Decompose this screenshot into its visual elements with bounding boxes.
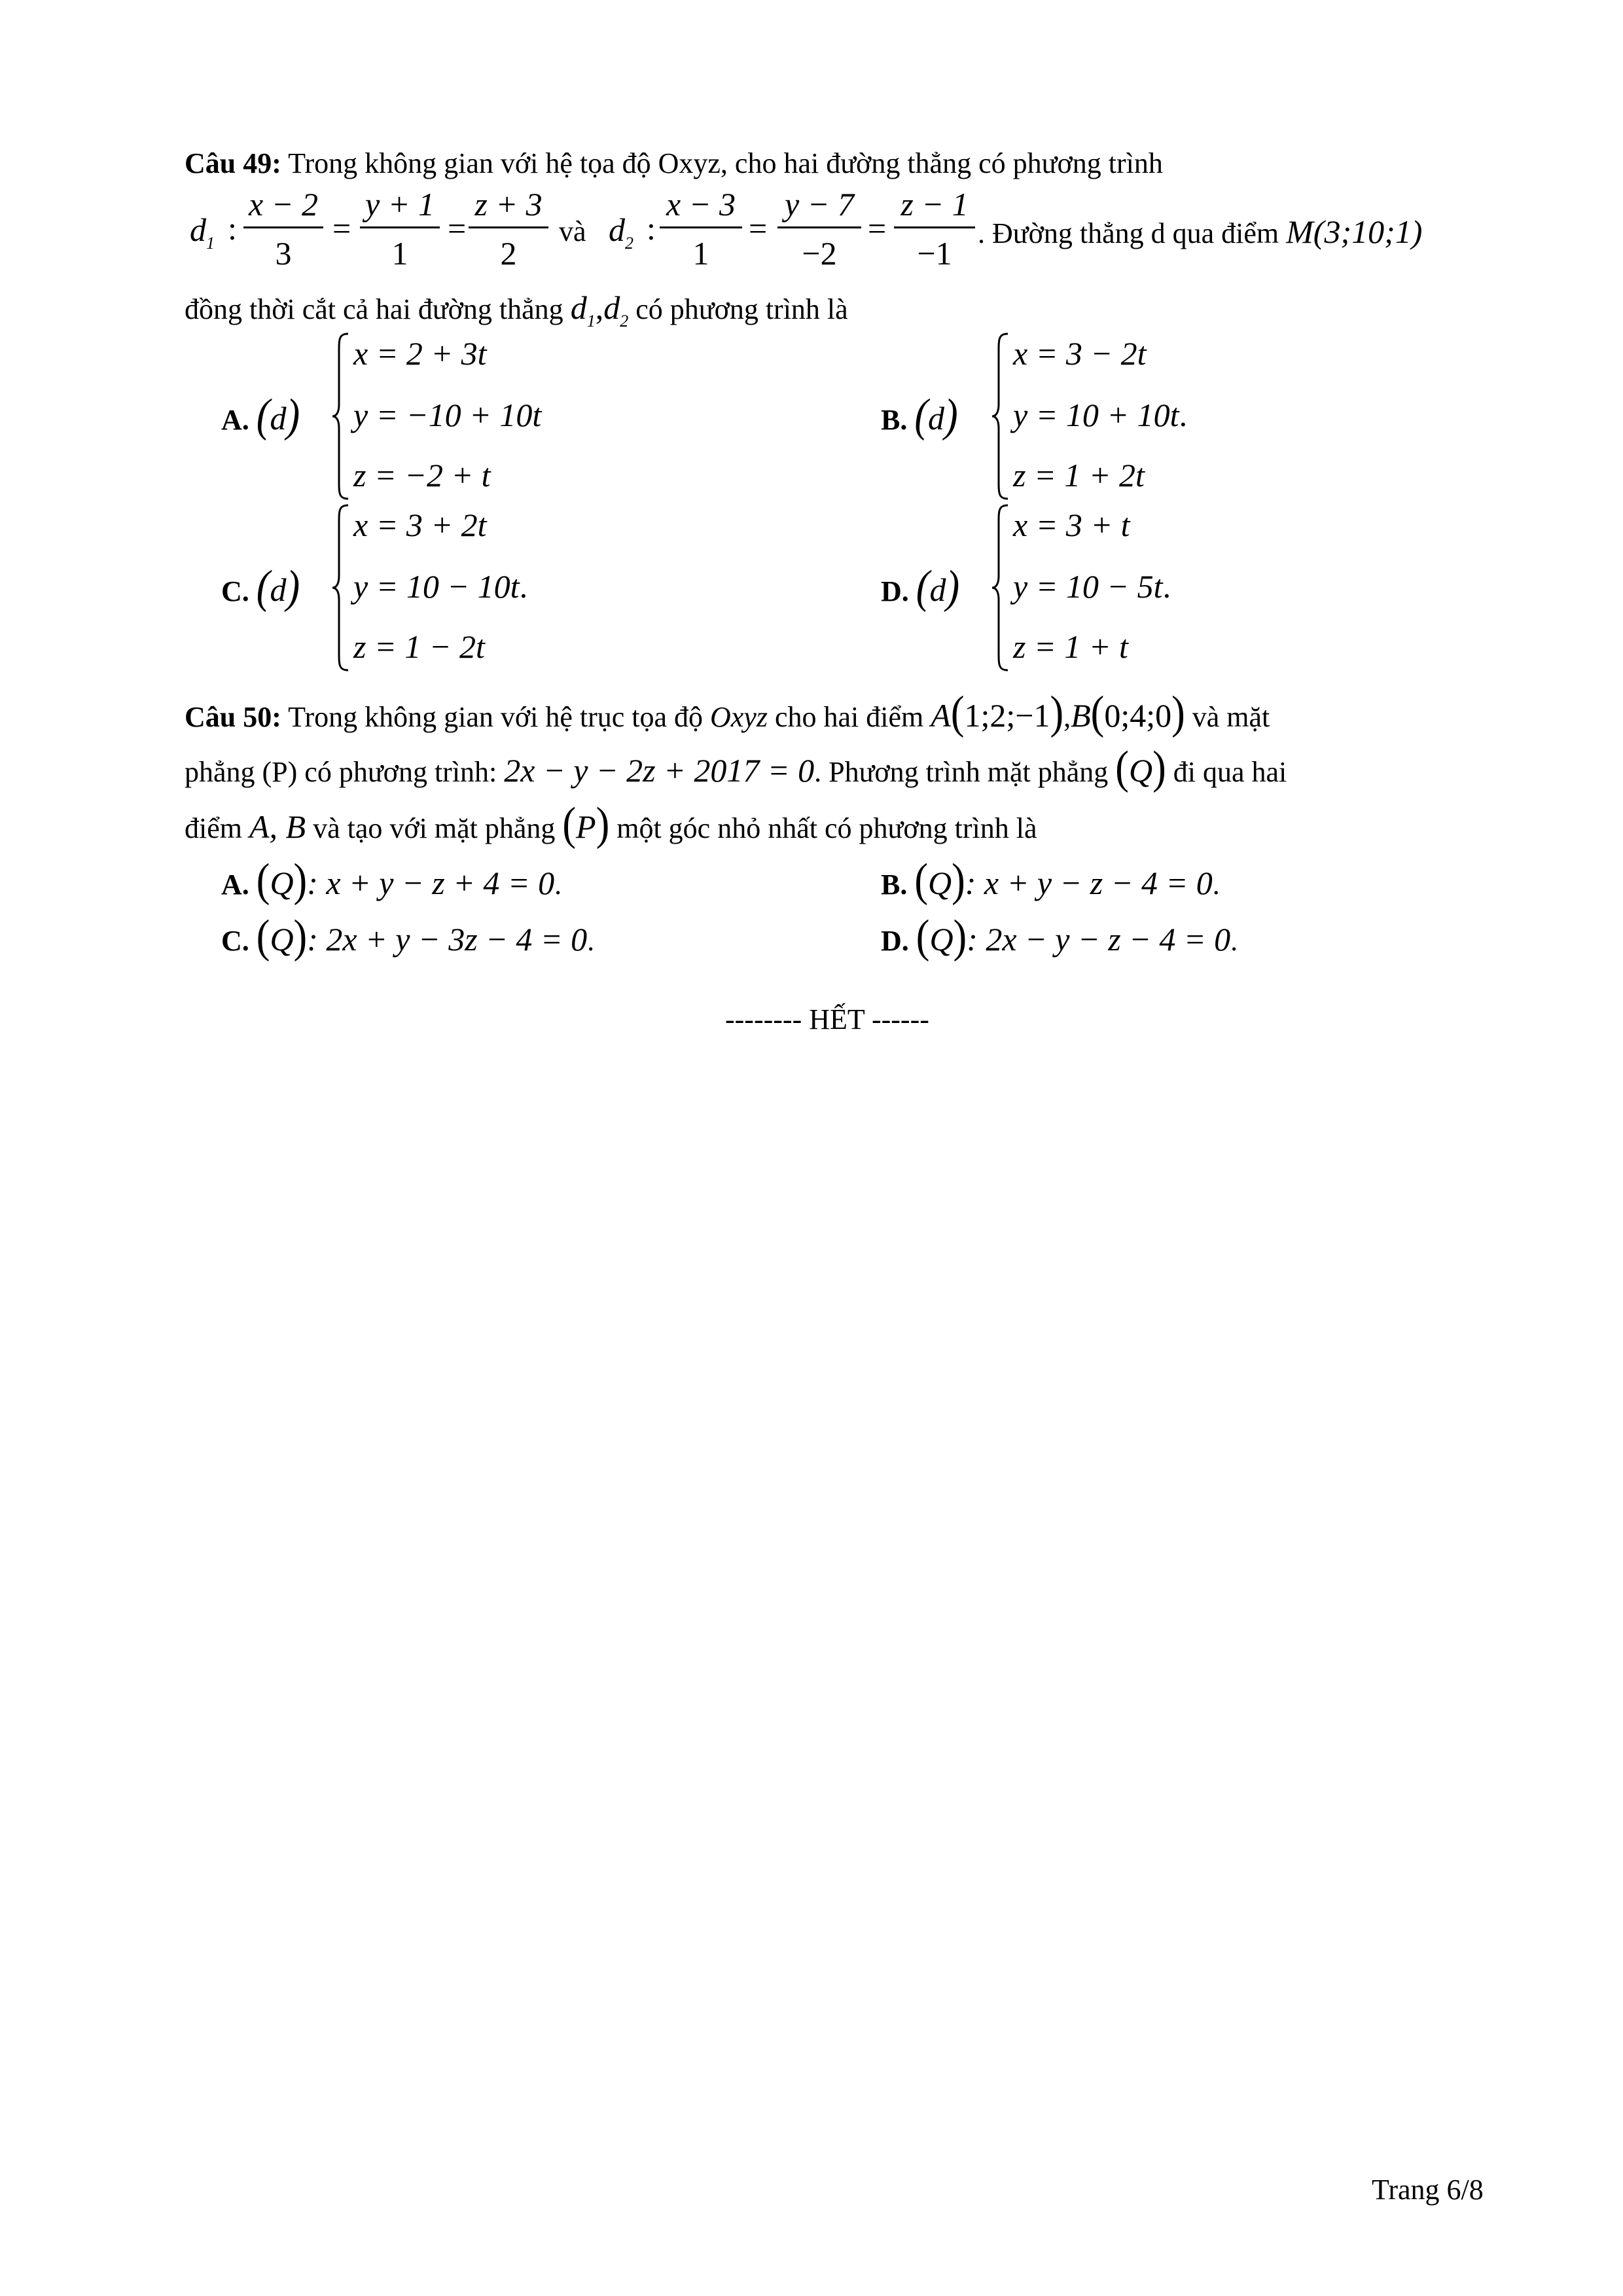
q49-line3: đồng thời cắt cả hai đường thẳng $d_1,d_2$ có phương trình là [185,289,848,331]
page-number: Trang 6/8 [1372,2174,1484,2206]
eq-sign: = [332,210,351,247]
q50-label: Câu 50: [185,701,281,733]
q49-a-eq-y: y = −10 + 10t [353,397,542,433]
d2-fraction-x: x − 3 1 [660,185,742,273]
d1-fraction-x: x − 2 3 [243,185,323,273]
q49-line2-tail: . Đường thẳng d qua điểm M(3;10;1) [978,213,1423,250]
q49-d-eq-y: y = 10 − 5t. [1013,568,1171,605]
d1-colon: : [228,210,237,247]
q49-label: Câu 49: [185,147,281,179]
point-m: M(3;10;1) [1286,213,1423,250]
q49-line1 [185,145,1163,182]
q50-option-c[interactable]: C. (Q): 2x + y − 3z − 4 = 0. [221,911,595,963]
q49-c-eq-z: z = 1 − 2t [353,628,485,665]
q49-d-eq-z: z = 1 + t [1013,628,1128,665]
brace-icon [331,504,349,672]
brace-icon [991,332,1009,500]
q50-option-d[interactable]: D. (Q): 2x − y − z − 4 = 0. [881,911,1238,963]
eq-sign: = [868,210,887,247]
q50-option-a[interactable]: A. (Q): x + y − z + 4 = 0. [221,855,562,906]
q49-option-a[interactable]: A. (d) [221,390,300,442]
q50-line2: phẳng (P) có phương trình: 2x − y − 2z + 2017 = 0. Phương trình mặt phẳng (Q) đi qua hai [185,742,1287,794]
q49-d-eq-x: x = 3 + t [1013,507,1130,543]
q49-intro-text: Trong không gian với hệ tọa độ Oxyz, cho hai đường thẳng có phương trình [281,147,1163,179]
end-marker: -------- HẾT ------ [725,1003,929,1035]
q49-c-eq-x: x = 3 + 2t [353,507,487,543]
q50-option-b[interactable]: B. (Q): x + y − z − 4 = 0. [881,855,1220,906]
q49-b-eq-y: y = 10 + 10t. [1013,397,1188,433]
point-a: A(1;2;−1) [931,687,1064,739]
d2-fraction-z: z − 1 −1 [894,185,975,273]
q49-b-eq-x: x = 3 − 2t [1013,335,1147,372]
q49-b-eq-z: z = 1 + 2t [1013,457,1145,493]
d2-colon: : [647,210,656,247]
d2-fraction-y: y − 7 −2 [777,185,861,273]
q49-c-eq-y: y = 10 − 10t. [353,568,528,605]
plane-p-equation: 2x − y − 2z + 2017 = 0 [504,752,815,789]
d-list: $d_1,d_2$ [570,289,629,331]
and-word: và [559,215,586,247]
d1-fraction-y: y + 1 1 [360,185,440,273]
plane-p: (P) [562,798,610,850]
eq-sign: = [448,210,467,247]
d2-label: $d_2$ [609,211,633,253]
eq-sign: = [749,210,768,247]
q49-a-eq-z: z = −2 + t [353,457,491,493]
q49-option-b[interactable]: B. (d) [881,390,958,442]
q49-a-eq-x: x = 2 + 3t [353,335,487,372]
plane-q: (Q) [1115,742,1166,794]
d1-label: $d_1$ [190,211,215,253]
d1-fraction-z: z + 3 2 [469,185,548,273]
q49-option-d[interactable]: D. (d) [881,562,960,613]
q49-option-c[interactable]: C. (d) [221,562,300,613]
brace-icon [331,332,349,500]
brace-icon [991,504,1009,672]
point-b: B(0;4;0) [1071,687,1185,739]
q50-line1: Câu 50: Trong không gian với hệ trục tọa độ Oxyz cho hai điểm A(1;2;−1),B(0;4;0) và mặt [185,687,1270,739]
q50-line3: điểm A, B và tạo với mặt phẳng (P) một góc nhỏ nhất có phương trình là [185,798,1037,850]
